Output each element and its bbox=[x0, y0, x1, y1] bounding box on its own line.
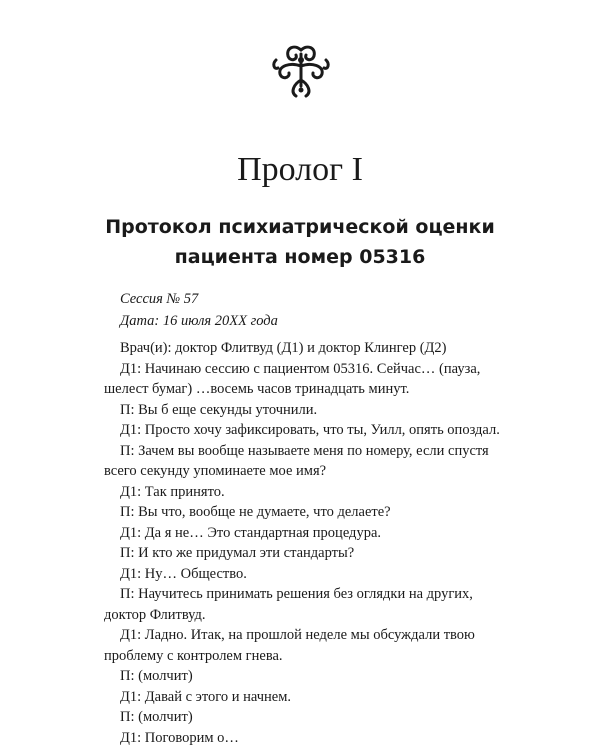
transcript-line: П: Научитесь принимать решения без оглядки на других, доктор Флитвуд. bbox=[104, 586, 473, 623]
session-meta bbox=[120, 288, 278, 332]
transcript-line: П: (молчит) bbox=[120, 709, 193, 725]
transcript-line: П: И кто же придумал эти стандарты? bbox=[120, 545, 355, 561]
chapter-title: Пролог I bbox=[237, 151, 363, 188]
transcript-line: Д1: Ладно. Итак, на прошлой неделе мы обсуждали твою проблему с контролем гнева. bbox=[104, 627, 475, 664]
transcript-line: П: (молчит) bbox=[120, 668, 193, 684]
transcript-body bbox=[104, 338, 504, 748]
transcript-line: П: Вы что, вообще не думаете, что делаете? bbox=[120, 504, 391, 520]
document-title bbox=[0, 212, 600, 272]
transcript-line: Д1: Так принято. bbox=[120, 483, 225, 500]
transcript-line: Д1: Давай с этого и начнем. bbox=[120, 688, 292, 705]
floral-ornament-icon bbox=[268, 40, 334, 102]
document-title-line-1: Протокол психиатрической оценки bbox=[105, 216, 495, 238]
transcript-line: П: Зачем вы вообще называете меня по номеру, если спустя всего секунду упоминаете мое имя? bbox=[104, 442, 489, 479]
document-title-line-2: пациента номер 05316 bbox=[174, 246, 426, 268]
transcript-line: Д1: Просто хочу зафиксировать, что ты, Уилл, опять опоздал. bbox=[120, 422, 500, 438]
session-number: Сессия № 57 bbox=[120, 291, 199, 307]
transcript-line: Д1: Ну… Общество. bbox=[120, 565, 247, 582]
transcript-line: Д1: Поговорим о… bbox=[120, 729, 239, 746]
session-date: Дата: 16 июля 20XX года bbox=[120, 313, 278, 329]
transcript-line: П: Вы б еще секунды уточнили. bbox=[120, 401, 318, 418]
transcript-line: Врач(и): доктор Флитвуд (Д1) и доктор Клингер (Д2) bbox=[120, 340, 447, 356]
transcript-line: Д1: Да я не… Это стандартная процедура. bbox=[120, 524, 381, 541]
transcript-line: Д1: Начинаю сессию с пациентом 05316. Сейчас… (пауза, шелест бумаг) …восемь часов тринадцать минут. bbox=[104, 360, 481, 397]
